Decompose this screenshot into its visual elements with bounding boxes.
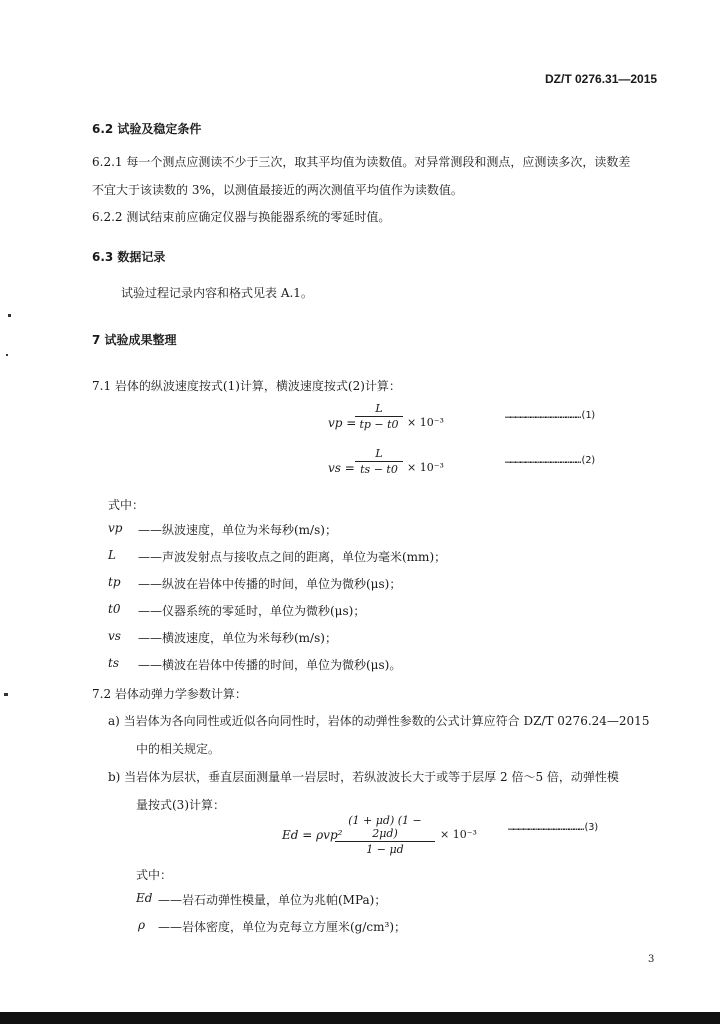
eq1-fraction: [355, 402, 403, 431]
eq3-fraction: [335, 814, 435, 856]
paragraph-6-2-1-line2: 不宜大于该读数的 3%，以测值最接近的两次测值平均值作为读数值。: [92, 183, 463, 197]
eq2-tag: ………………………………………(2): [505, 455, 596, 466]
scan-edge-bar: [0, 1012, 720, 1024]
def-description: ——横波速度，单位为米每秒(m/s)；: [138, 631, 337, 645]
def-description: ——仪器系统的零延时，单位为微秒(μs)；: [138, 604, 366, 618]
where-label-1: 式中：: [108, 498, 145, 512]
eq3-tag: ………………………………………(3): [508, 822, 599, 833]
section-6-3-title: 6.3 数据记录: [92, 250, 166, 264]
eq3-denominator: 1 − μd: [366, 843, 404, 856]
scan-speck: [4, 693, 8, 696]
item-a-line1: a) 当岩体为各向同性或近似各向同性时，岩体的动弹性参数的公式计算应符合 DZ/T 0276.24—2015: [108, 714, 650, 728]
section-7-title: 7 试验成果整理: [92, 333, 177, 347]
eq1-fraction-bar: [355, 416, 403, 417]
eq2-fraction-bar: [355, 461, 403, 462]
def-description: ——纵波速度，单位为米每秒(m/s)；: [138, 523, 337, 537]
paragraph-7-2: 7.2 岩体动弹力学参数计算：: [92, 687, 247, 701]
def-description: ——纵波在岩体中传播的时间，单位为微秒(μs)；: [138, 577, 402, 591]
def-description: ——声波发射点与接收点之间的距离，单位为毫米(mm)；: [138, 550, 447, 564]
eq2-fraction: [355, 447, 403, 476]
section-6-2-title: 6.2 试验及稳定条件: [92, 122, 202, 136]
def-symbol: tp: [108, 575, 121, 589]
def-symbol: Ed: [136, 891, 153, 905]
def-symbol: ts: [108, 656, 119, 670]
paragraph-6-3: 试验过程记录内容和格式见表 A.1。: [121, 286, 313, 300]
eq1-lhs: vp =: [328, 416, 357, 430]
paragraph-6-2-1-line1: 6.2.1 每一个测点应测读不少于三次，取其平均值为读数值。对异常测段和测点，应测读多次，读数差: [92, 155, 631, 169]
eq3-multiplier: × 10⁻³: [440, 828, 477, 841]
def-symbol: vp: [108, 521, 123, 535]
eq2-multiplier: × 10⁻³: [407, 461, 444, 474]
eq1-multiplier: × 10⁻³: [407, 416, 444, 429]
def-description: ——岩体密度，单位为克每立方厘米(g/cm³)；: [158, 920, 406, 934]
item-b-line2: 量按式(3)计算：: [136, 798, 225, 812]
eq3-fraction-bar: [335, 841, 435, 842]
scan-speck: [8, 314, 11, 317]
where-label-2: 式中：: [136, 868, 173, 882]
def-description: ——横波在岩体中传播的时间，单位为微秒(μs)。: [138, 658, 402, 672]
document-code: DZ/T 0276.31—2015: [545, 72, 658, 86]
eq1-denominator: tp − t0: [359, 418, 399, 431]
item-a-line2: 中的相关规定。: [136, 742, 221, 756]
eq3-numerator: (1 + μd) (1 − 2μd): [348, 814, 422, 840]
eq2-lhs: vs =: [328, 461, 355, 475]
eq2-denominator: ts − t0: [360, 463, 398, 476]
eq1-tag: ………………………………………(1): [505, 410, 596, 421]
def-symbol: vs: [108, 629, 121, 643]
eq3-lhs: Ed = ρvp²: [282, 828, 343, 842]
item-b-line1: b) 当岩体为层状，垂直层面测量单一岩层时，若纵波波长大于或等于层厚 2 倍～5 倍，动弹性模: [108, 770, 619, 784]
def-symbol: ρ: [138, 918, 146, 932]
page-number: 3: [648, 954, 655, 965]
scan-speck: [6, 354, 8, 356]
eq2-numerator: L: [375, 447, 383, 460]
def-symbol: t0: [108, 602, 121, 616]
paragraph-7-1: 7.1 岩体的纵波速度按式(1)计算，横波速度按式(2)计算：: [92, 379, 401, 393]
paragraph-6-2-2: 6.2.2 测试结束前应确定仪器与换能器系统的零延时值。: [92, 210, 391, 224]
def-symbol: L: [108, 548, 116, 562]
eq1-numerator: L: [375, 402, 383, 415]
def-description: ——岩石动弹性模量，单位为兆帕(MPa)；: [158, 893, 387, 907]
